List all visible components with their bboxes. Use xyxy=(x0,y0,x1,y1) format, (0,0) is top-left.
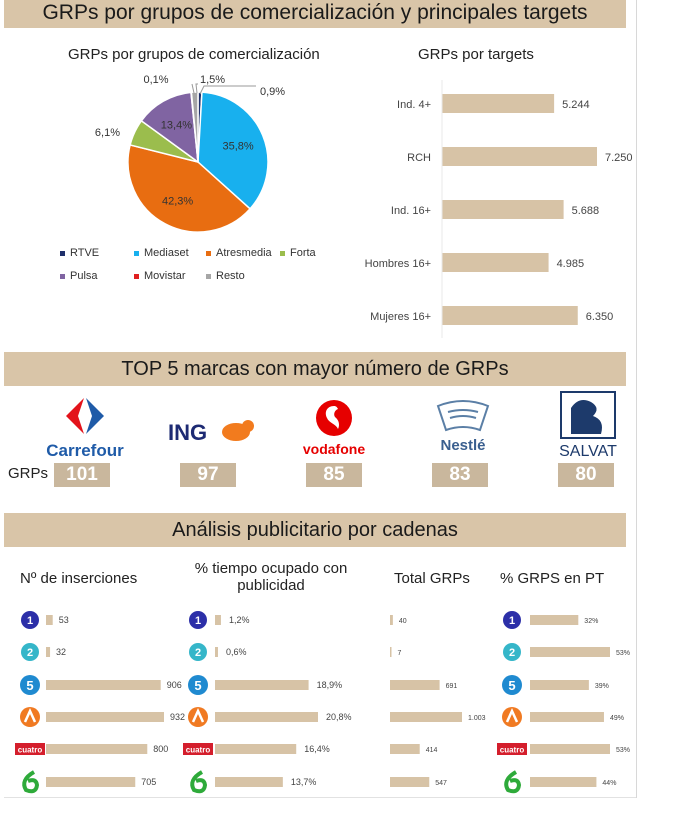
cadenas-charts xyxy=(0,600,640,800)
target-category-ind-4: Ind. 4+ xyxy=(397,99,431,111)
bar-tiempo-la-1 xyxy=(215,615,221,625)
value-inserciones-telecinco: 906 xyxy=(166,680,182,690)
bar-total-grps-la-1 xyxy=(390,615,393,625)
legend-item-resto: Resto xyxy=(206,270,245,282)
bottom-border xyxy=(4,797,636,798)
vodafone-logo xyxy=(294,398,374,462)
grps-value-ing: 97 xyxy=(180,463,236,487)
bar-pt-antena-3 xyxy=(530,712,604,722)
svg-text:1: 1 xyxy=(194,615,202,627)
bar-inserciones-la-sexta xyxy=(46,777,135,787)
channel-icon-la-2-pt xyxy=(503,643,521,661)
channel-icon-la-sexta-inserciones xyxy=(24,772,37,791)
bar-inserciones-cuatro xyxy=(46,744,147,754)
pie-chart-title: GRPs por grupos de comercialización xyxy=(68,46,320,63)
section-title-cadenas: Análisis publicitario por cadenas xyxy=(4,513,626,547)
value-tiempo-telecinco: 18,9% xyxy=(316,680,343,690)
value-total-grps-antena-3: 1.003 xyxy=(468,715,486,722)
target-value-rch: 7.250 xyxy=(605,152,633,164)
targets-bar-chart xyxy=(340,80,640,340)
value-tiempo-cuatro: 16,4% xyxy=(304,744,330,754)
bar-inserciones-telecinco xyxy=(46,680,161,690)
pie-label-resto: 1,5% xyxy=(200,74,226,86)
svg-text:2: 2 xyxy=(194,647,202,659)
channel-icon-cuatro-pt xyxy=(497,743,527,755)
col-header-pt: % GRPS en PT xyxy=(500,570,605,587)
value-total-grps-la-2: 7 xyxy=(397,650,402,657)
legend-item-forta: Forta xyxy=(280,247,316,259)
target-category-hombres-16: Hombres 16+ xyxy=(364,258,431,270)
channel-icon-telecinco-inserciones xyxy=(20,675,40,695)
bar-total-grps-telecinco xyxy=(390,680,440,690)
value-inserciones-antena-3: 932 xyxy=(170,712,186,722)
target-value-ind-16: 5.688 xyxy=(571,205,600,217)
value-inserciones-la-2: 32 xyxy=(56,647,67,657)
bar-pt-la-1 xyxy=(530,615,578,625)
value-total-grps-la-1: 40 xyxy=(398,618,407,625)
targets-chart-title: GRPs por targets xyxy=(418,46,534,63)
value-inserciones-la-sexta: 705 xyxy=(141,777,157,787)
bar-pt-la-sexta xyxy=(530,777,596,787)
target-bar-ind-16 xyxy=(442,200,564,219)
value-tiempo-antena-3: 20,8% xyxy=(326,712,352,722)
svg-text:cuatro: cuatro xyxy=(499,745,525,755)
bar-tiempo-la-sexta xyxy=(215,777,283,787)
svg-text:1: 1 xyxy=(508,615,516,627)
ing-wordmark: ING xyxy=(168,420,208,445)
value-inserciones-la-1: 53 xyxy=(58,615,69,625)
bar-pt-telecinco xyxy=(530,680,589,690)
col-header-tiempo: % tiempo ocupado con publicidad xyxy=(194,560,348,594)
bar-tiempo-antena-3 xyxy=(215,712,318,722)
target-bar-mujeres-16 xyxy=(442,306,578,325)
nestle-wordmark: Nestlé xyxy=(440,437,486,454)
pie-label-atresmedia: 42,3% xyxy=(161,195,194,208)
channel-icon-la-sexta-tiempo xyxy=(192,772,205,791)
bar-total-grps-cuatro xyxy=(390,744,420,754)
target-bar-ind-4 xyxy=(442,94,554,113)
legend-item-mediaset: Mediaset xyxy=(134,247,189,259)
channel-icon-cuatro-inserciones xyxy=(15,743,45,755)
channel-icon-telecinco-tiempo xyxy=(188,675,208,695)
ing-logo xyxy=(160,412,260,452)
target-value-hombres-16: 4.985 xyxy=(556,258,585,270)
svg-text:cuatro: cuatro xyxy=(17,745,43,755)
value-pt-la-2: 53% xyxy=(616,650,631,657)
channel-icon-la-1-pt xyxy=(503,611,521,629)
channel-icon-cuatro-tiempo xyxy=(183,743,213,755)
carrefour-wordmark: Carrefour xyxy=(46,441,124,460)
target-bar-hombres-16 xyxy=(442,253,549,272)
salvat-wordmark: SALVAT xyxy=(559,443,617,460)
target-category-mujeres-16: Mujeres 16+ xyxy=(370,311,431,323)
legend-item-pulsa: Pulsa xyxy=(60,270,98,282)
pie-label-mediaset: 35,8% xyxy=(222,140,254,153)
value-inserciones-cuatro: 800 xyxy=(153,744,169,754)
value-tiempo-la-sexta: 13,7% xyxy=(290,777,317,787)
grps-value-salvat: 80 xyxy=(558,463,614,487)
pie-label-movistar: 0,1% xyxy=(143,74,169,86)
legend-item-rtve: RTVE xyxy=(60,247,99,259)
grps-label: GRPs xyxy=(8,465,49,482)
channel-icon-la-2-tiempo xyxy=(189,643,207,661)
value-pt-la-1: 32% xyxy=(584,618,599,625)
target-bar-rch xyxy=(442,147,597,166)
bar-total-grps-la-sexta xyxy=(390,777,429,787)
pie-label-pulsa: 13,4% xyxy=(160,119,192,132)
svg-text:5: 5 xyxy=(26,678,34,693)
svg-text:2: 2 xyxy=(508,647,516,659)
svg-text:5: 5 xyxy=(194,678,202,693)
col-header-total-grps: Total GRPs xyxy=(394,570,470,587)
grps-value-vodafone: 85 xyxy=(306,463,362,487)
target-category-rch: RCH xyxy=(407,152,431,164)
svg-text:1: 1 xyxy=(26,615,34,627)
value-pt-cuatro: 53% xyxy=(616,747,631,754)
bar-pt-cuatro xyxy=(530,744,610,754)
nestle-logo xyxy=(428,398,498,458)
channel-icon-la-sexta-pt xyxy=(506,772,519,791)
vodafone-wordmark: vodafone xyxy=(302,441,366,457)
bar-inserciones-la-2 xyxy=(46,647,50,657)
channel-icon-telecinco-pt xyxy=(502,675,522,695)
grps-value-carrefour: 101 xyxy=(54,463,110,487)
channel-icon-la-1-inserciones xyxy=(21,611,39,629)
col-header-inserciones: Nº de inserciones xyxy=(20,570,138,587)
bar-tiempo-cuatro xyxy=(215,744,296,754)
channel-icon-antena-3-inserciones xyxy=(20,707,40,727)
channel-icon-antena-3-pt xyxy=(502,707,522,727)
value-total-grps-telecinco: 691 xyxy=(445,683,458,690)
value-tiempo-la-2: 0,6% xyxy=(225,647,247,657)
grps-value-nestle: 83 xyxy=(432,463,488,487)
legend-item-movistar: Movistar xyxy=(134,270,186,282)
pie-label-rtve: 0,9% xyxy=(260,86,286,98)
bar-tiempo-la-2 xyxy=(215,647,218,657)
bar-pt-la-2 xyxy=(530,647,610,657)
section-title-grps: GRPs por grupos de comercialización y principales targets xyxy=(4,0,626,28)
bar-inserciones-la-1 xyxy=(46,615,53,625)
value-pt-telecinco: 39% xyxy=(594,683,609,690)
channel-icon-la-2-inserciones xyxy=(21,643,39,661)
svg-text:2: 2 xyxy=(26,647,34,659)
bar-total-grps-la-2 xyxy=(390,647,392,657)
section-title-top5: TOP 5 marcas con mayor número de GRPs xyxy=(4,352,626,386)
pie-chart xyxy=(60,68,310,243)
salvat-logo xyxy=(557,390,619,460)
value-pt-antena-3: 49% xyxy=(609,715,624,722)
target-value-ind-4: 5.244 xyxy=(562,99,590,111)
value-pt-la-sexta: 44% xyxy=(602,780,617,787)
channel-icon-antena-3-tiempo xyxy=(188,707,208,727)
bar-inserciones-antena-3 xyxy=(46,712,164,722)
value-tiempo-la-1: 1,2% xyxy=(228,615,250,625)
bar-total-grps-antena-3 xyxy=(390,712,462,722)
target-value-mujeres-16: 6.350 xyxy=(585,311,614,323)
svg-text:5: 5 xyxy=(508,678,516,693)
legend-item-atresmedia: Atresmedia xyxy=(206,247,272,259)
carrefour-logo xyxy=(40,392,130,462)
bar-tiempo-telecinco xyxy=(215,680,309,690)
pie-label-forta: 6,1% xyxy=(94,127,120,139)
right-border xyxy=(636,0,637,798)
channel-icon-la-1-tiempo xyxy=(189,611,207,629)
svg-text:cuatro: cuatro xyxy=(185,745,211,755)
target-category-ind-16: Ind. 16+ xyxy=(390,205,431,217)
value-total-grps-la-sexta: 547 xyxy=(435,780,447,787)
value-total-grps-cuatro: 414 xyxy=(425,747,438,754)
